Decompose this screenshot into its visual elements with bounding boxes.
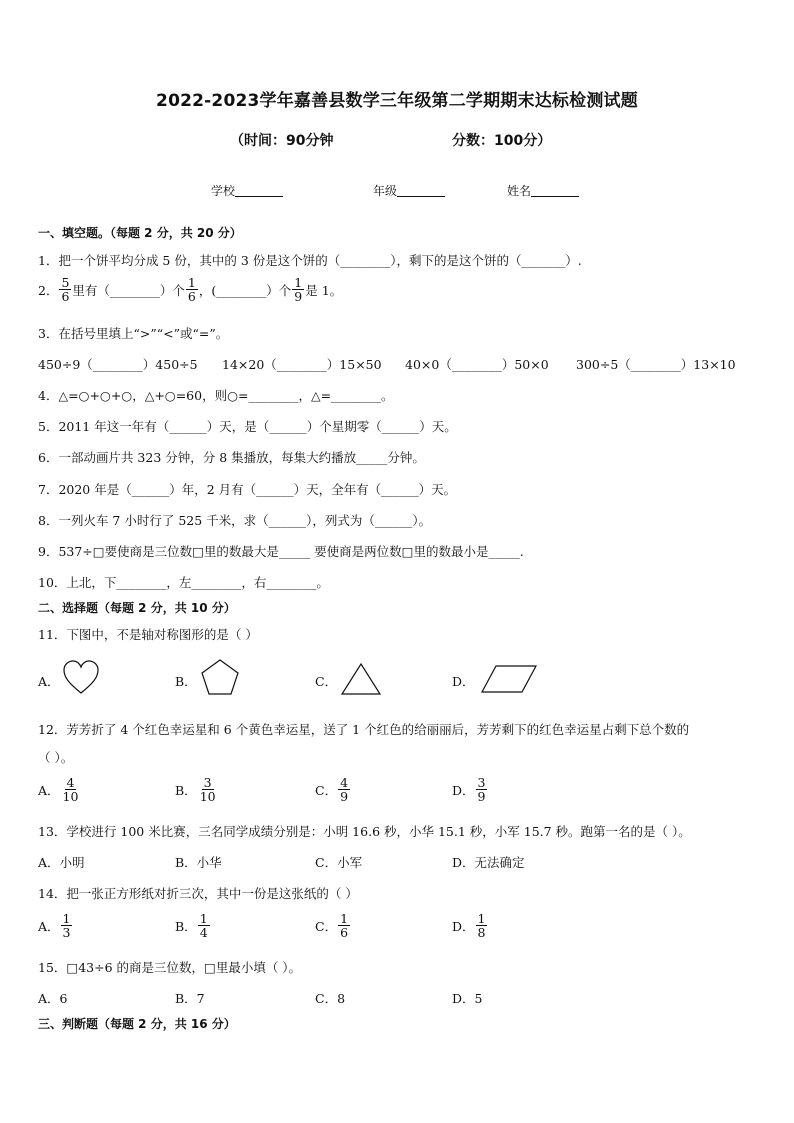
question-8: 8．一列火车 7 小时行了 525 千米，求（______），列式为（______）。: [38, 513, 432, 528]
q12-option-d[interactable]: [452, 776, 488, 803]
question-3: 3．在括号里填上“>”“<”或“=”。: [38, 326, 229, 341]
q2-fraction-3-num: 1: [294, 275, 303, 290]
question-5: 5．2011 年这一年有（______）天，是（______）个星期零（______）天。: [38, 419, 457, 434]
q11-option-a[interactable]: [38, 672, 60, 690]
q12-option-c-label: C．: [315, 782, 338, 798]
question-4: 4．△=○+○+○，△+○=60，则○=________，△=________。: [38, 388, 394, 403]
q2-text-1: 里有（________）个: [72, 282, 185, 298]
q15-option-a[interactable]: A．6: [38, 991, 68, 1006]
q3-item-1: 450÷9（________）450÷5: [38, 357, 198, 372]
school-field: [211, 182, 283, 199]
q14-a-den: 3: [62, 925, 71, 941]
q14-b-den: 4: [199, 925, 208, 941]
q12-option-b-label: B．: [175, 782, 197, 798]
q14-b-num: 1: [199, 911, 208, 926]
q12-c-den: 9: [340, 789, 349, 805]
q2-fraction-1-num: 5: [61, 275, 70, 290]
q14-option-c-label: C．: [315, 918, 338, 934]
section-fill-title: 一、填空题。（每题 2 分，共 20 分）: [38, 226, 242, 240]
q14-option-b-label: B．: [175, 918, 197, 934]
q14-option-d-label: D．: [452, 918, 475, 934]
q2-text-3: 是 1。: [305, 282, 343, 298]
pentagon-icon: [200, 658, 240, 696]
question-2: [38, 276, 342, 303]
question-1: 1．把一个饼平均分成 5 份，其中的 3 份是这个饼的（________），剩下的是这个饼的（_______）.: [38, 253, 582, 268]
grade-blank[interactable]: [397, 184, 445, 197]
q12-d-num: 3: [477, 775, 486, 790]
school-label: 学校: [211, 184, 236, 198]
triangle-icon: [340, 662, 382, 696]
q2-fraction-2-den: 6: [187, 289, 196, 305]
q12-option-a[interactable]: [38, 776, 81, 803]
q3-item-2: 14×20（________）15×50: [222, 357, 382, 372]
question-13: 13．学校进行 100 米比赛，三名同学成绩分别是：小明 16.6 秒，小华 15.1 秒，小军 15.7 秒。跑第一名的是（ ）。: [38, 824, 691, 839]
q14-d-den: 8: [477, 925, 486, 941]
q14-a-num: 1: [62, 911, 71, 926]
q11-option-d[interactable]: [452, 672, 475, 690]
q15-option-b[interactable]: B．7: [175, 991, 205, 1006]
page-title: 2022-2023学年嘉善县数学三年级第二学期期末达标检测试题: [156, 91, 638, 111]
q12-c-num: 4: [340, 775, 349, 790]
q14-option-c[interactable]: [315, 912, 351, 939]
section-judge-title: 三、判断题（每题 2 分，共 16 分）: [38, 1017, 236, 1031]
grade-label: 年级: [373, 184, 398, 198]
parallelogram-icon: [480, 664, 538, 694]
question-9: 9．537÷□要使商是三位数□里的数最大是_____ 要使商是两位数□里的数最小是_____.: [38, 544, 524, 559]
q3-item-4: 300÷5（________）13×10: [576, 357, 736, 372]
q14-option-d-fraction: [476, 912, 488, 939]
q2-text-2: ，(________）个: [198, 282, 292, 298]
q14-option-b[interactable]: [175, 912, 211, 939]
question-10: 10．上北，下________，左________，右________。: [38, 575, 329, 590]
question-15: 15．□43÷6 的商是三位数，□里最小填（ ）。: [38, 960, 302, 975]
q14-option-b-fraction: [198, 912, 210, 939]
q12-b-den: 10: [199, 789, 216, 805]
q2-fraction-3-den: 9: [294, 289, 303, 305]
q11-option-a-label: A．: [38, 674, 60, 689]
q11-option-c-label: C．: [315, 674, 338, 689]
name-blank[interactable]: [531, 184, 579, 197]
question-7: 7．2020 年是（______）年，2 月有（______）天，全年有（______）天。: [38, 482, 457, 497]
question-6: 6．一部动画片共 323 分钟，分 8 集播放，每集大约播放_____分钟。: [38, 450, 425, 465]
exam-score: 分数：100分）: [452, 133, 552, 149]
q11-option-b-label: B．: [175, 674, 197, 689]
q12-option-c[interactable]: [315, 776, 351, 803]
question-11: 11．下图中，不是轴对称图形的是（ ）: [38, 627, 258, 642]
q12-a-den: 10: [62, 789, 79, 805]
q12-option-d-label: D．: [452, 782, 475, 798]
q12-b-num: 3: [203, 775, 212, 790]
q2-number: 2．: [38, 282, 59, 298]
school-blank[interactable]: [235, 184, 283, 197]
q15-option-c[interactable]: C．8: [315, 991, 346, 1006]
q12-option-b-fraction: [198, 776, 218, 803]
question-12: 12．芳芳折了 4 个红色幸运星和 6 个黄色幸运星，送了 1 个红色的给丽丽后，芳芳剩下的红色幸运星占剩下总个数的: [38, 722, 690, 737]
q2-fraction-1: [59, 276, 71, 303]
q2-fraction-1-den: 6: [61, 289, 70, 305]
q3-item-3: 40×0（________）50×0: [405, 357, 549, 372]
q14-option-c-fraction: [338, 912, 350, 939]
question-14: 14．把一张正方形纸对折三次，其中一份是这张纸的（ ）: [38, 886, 358, 901]
question-12-bracket: （ ）。: [38, 750, 74, 765]
q12-option-d-fraction: [476, 776, 488, 803]
q13-option-c[interactable]: C．小军: [315, 855, 363, 870]
q14-d-num: 1: [477, 911, 486, 926]
q14-option-a-fraction: [61, 912, 73, 939]
q11-option-b[interactable]: [175, 672, 197, 690]
q14-option-a[interactable]: [38, 912, 73, 939]
q12-option-c-fraction: [338, 776, 350, 803]
exam-time: （时间：90分钟: [230, 133, 334, 149]
grade-field: [373, 182, 445, 199]
name-label: 姓名: [507, 184, 532, 198]
q13-option-d[interactable]: D．无法确定: [452, 855, 525, 870]
q12-option-a-fraction: [61, 776, 81, 803]
q14-option-d[interactable]: [452, 912, 488, 939]
q13-option-b[interactable]: B．小华: [175, 855, 222, 870]
q12-option-a-label: A．: [38, 782, 60, 798]
q13-option-a[interactable]: A．小明: [38, 855, 85, 870]
q14-c-den: 6: [340, 925, 349, 941]
q11-option-c[interactable]: [315, 672, 337, 690]
q15-option-d[interactable]: D．5: [452, 991, 483, 1006]
section-choice-title: 二、选择题（每题 2 分，共 10 分）: [38, 601, 236, 615]
q12-option-b[interactable]: [175, 776, 219, 803]
q2-fraction-2-num: 1: [187, 275, 196, 290]
q12-a-num: 4: [66, 775, 75, 790]
q11-option-d-label: D．: [452, 674, 475, 689]
q2-fraction-3: [292, 276, 304, 303]
heart-icon: [62, 660, 100, 696]
q14-option-a-label: A．: [38, 918, 60, 934]
q12-d-den: 9: [477, 789, 486, 805]
q14-c-num: 1: [340, 911, 349, 926]
name-field: [507, 182, 579, 199]
q2-fraction-2: [186, 276, 198, 303]
